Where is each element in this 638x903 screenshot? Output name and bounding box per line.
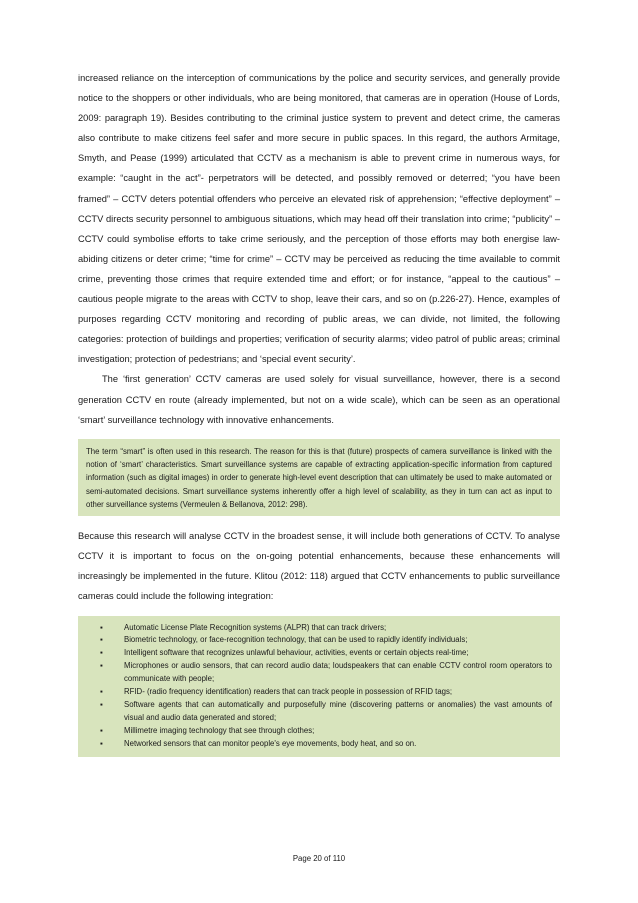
list-item: [86, 622, 552, 635]
page-body: [78, 68, 560, 757]
list-item-text: Intelligent software that recognizes unlawful behaviour, activities, events or certain objects real-time;: [124, 648, 469, 658]
bullet-icon: ▪: [100, 661, 103, 671]
list-item-text: Automatic License Plate Recognition systems (ALPR) that can track drivers;: [124, 622, 387, 632]
list-item-text: Microphones or audio sensors, that can record audio data; loudspeakers that can enable CCTV control room operators to communicate with people;: [124, 661, 552, 684]
body-paragraph-enhancements-intro: Because this research will analyse CCTV in the broadest sense, it will include both generations of CCTV. To analyse CCTV it is important to focus on the on-going potential enhancements, because these enhancements will increasingly be implemented in the future. Klitou (2012: 118) argued that CCTV enhancements to public surveillance cameras could include the following integration:: [78, 531, 560, 602]
bullet-icon: ▪: [100, 635, 103, 645]
list-item: [86, 725, 552, 738]
bullet-icon: ▪: [100, 687, 103, 697]
body-paragraph-cctv-crime-prevention: increased reliance on the interception of communications by the police and security services, and generally provide notice to the shoppers or other individuals, who are being monitored, that cameras are in operation (House of Lords, 2009: paragraph 19). Besides contributing to the criminal justice system to prevent and detect crime, the cameras also contribute to make citizens feel safer and more secure in public spaces. In this regard, the authors Armitage, Smyth, and Pease (1999) articulated that CCTV as a mechanism is able to prevent crime in numerous ways, for example: “caught in the act”- perpetrators will be detected, and possibly removed or deterred; “you have been framed” – CCTV deters potential offenders who perceive an elevated risk of apprehension; “effective deployment” – CCTV directs security personnel to ambiguous situations, which may head off their translation into crime; “publicity” – CCTV could symbolise efforts to take crime seriously, and the perception of those efforts may both energise law-abiding citizens or deter crime; “time for crime” – CCTV may be perceived as reducing the time available to commit crime, preventing those crimes that require extended time and effort; or for instance, “appeal to the cautious” – cautious people migrate to the areas with CCTV to shop, leave their cars, and so on (p.226-27). Hence, examples of purposes regarding CCTV monitoring and recording of public areas, we can divide, not limited, the following categories: protection of buildings and properties; verification of security alarms; video patrol of public areas; criminal investigation; protection of pedestrians; and ‘special event security’.: [78, 73, 560, 365]
bullet-icon: ▪: [100, 648, 103, 658]
list-item: [86, 634, 552, 647]
list-item: [86, 647, 552, 660]
list-item-text: Biometric technology, or face-recognition technology, that can be used to rapidly identify individuals;: [124, 635, 468, 645]
body-paragraph-generations: The ‘first generation’ CCTV cameras are used solely for visual surveillance, however, there is a second generation CCTV en route (already implemented, but not on a wide scale), which can be seen as an operational ‘smart’ surveillance technology with innovative enhancements.: [78, 374, 560, 425]
list-item-text: RFID- (radio frequency identification) readers that can track people in possession of RFID tags;: [124, 687, 453, 697]
list-item: [86, 738, 552, 751]
bullet-icon: ▪: [100, 725, 103, 735]
smart-definition-text: The term “smart” is often used in this research. The reason for this is that (future) prospects of camera surveillance is linked with the notion of ‘smart’ characteristics. Smart surveillance systems are capable of extracting application-specific information from captured information (such as digital images) in order to generate high-level event description that can ultimately be used to make automated or semi-automated decisions. Smart surveillance systems inherently offer a high level of scalability, as they in turn can act as input to other surveillance systems (Vermeulen & Bellanova, 2012: 298).: [86, 446, 552, 509]
list-item: [86, 699, 552, 725]
list-item-text: Millimetre imaging technology that see through clothes;: [124, 725, 315, 735]
bullet-icon: ▪: [100, 738, 103, 748]
list-item-text: Networked sensors that can monitor people's eye movements, body heat, and so on.: [124, 738, 417, 748]
enhancements-list-box: [78, 616, 560, 757]
bullet-icon: ▪: [100, 699, 103, 709]
enhancements-list: [86, 622, 552, 751]
smart-definition-callout: [78, 439, 560, 516]
list-item: [86, 660, 552, 686]
list-item: [86, 686, 552, 699]
page-number: Page 20 of 110: [292, 854, 346, 863]
bullet-icon: ▪: [100, 622, 103, 632]
list-item-text: Software agents that can automatically and purposefully mine (discovering patterns or anomalies) the vast amounts of visual and audio data generated and stored;: [124, 699, 552, 722]
